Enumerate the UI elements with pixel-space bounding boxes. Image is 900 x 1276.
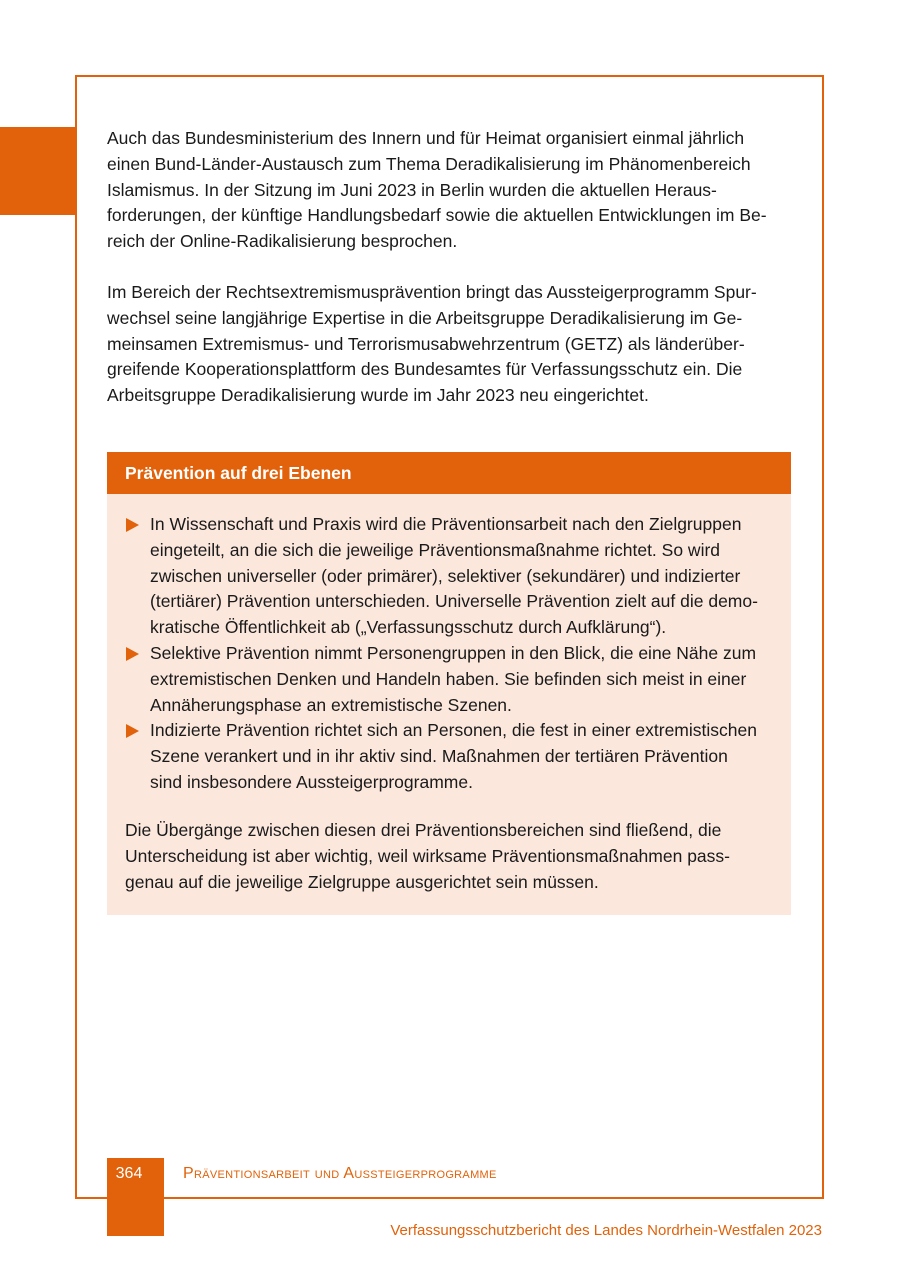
text-line: zwischen universeller (oder primärer), selektiver (sekundärer) und indizierter	[150, 565, 741, 586]
paragraph-2	[107, 280, 787, 409]
text-line: genau auf die jeweilige Zielgruppe ausgerichtet sein müssen.	[125, 871, 599, 892]
bullet-item	[107, 641, 791, 718]
text-line: Annäherungsphase an extremistische Szenen.	[150, 694, 512, 715]
text-line: Indizierte Prävention richtet sich an Personen, die fest in einer extremistischen	[150, 720, 757, 741]
page-number: 364	[115, 1165, 143, 1182]
text-line: Selektive Prävention nimmt Personengruppen in den Blick, die eine Nähe zum	[150, 642, 757, 663]
bullet-list	[107, 512, 791, 796]
text-line: Arbeitsgruppe Deradikalisierung wurde im Jahr 2023 neu eingerichtet.	[107, 385, 649, 406]
info-box-closing-paragraph	[125, 818, 730, 895]
text-line: reich der Online-Radikalisierung besprochen.	[107, 231, 458, 252]
text-line: Islamismus. In der Sitzung im Juni 2023 in Berlin wurden die aktuellen Heraus-	[107, 179, 717, 200]
text-line: In Wissenschaft und Praxis wird die Präventionsarbeit nach den Zielgruppen	[150, 514, 742, 534]
text-line: (tertiärer) Prävention unterschieden. Universelle Prävention zielt auf die demo-	[150, 591, 758, 612]
text-line: Die Übergänge zwischen diesen drei Präventionsbereichen sind fließend, die	[125, 820, 722, 840]
text-line: Auch das Bundesministerium des Innern und für Heimat organisiert einmal jährlich	[107, 128, 745, 148]
text-line: forderungen, der künftige Handlungsbedarf sowie die aktuellen Entwicklungen im Be-	[107, 205, 767, 226]
text-line: kratische Öffentlichkeit ab („Verfassungsschutz durch Aufklärung“).	[150, 617, 667, 638]
text-line: eingeteilt, an die sich die jeweilige Präventionsmaßnahme richtet. So wird	[150, 539, 721, 560]
text-line: Im Bereich der Rechtsextremismusprävention bringt das Aussteigerprogramm Spur-	[107, 282, 757, 302]
paragraph-1	[107, 126, 787, 255]
bullet-item	[107, 718, 791, 795]
triangle-bullet-icon	[126, 724, 139, 738]
info-box	[107, 452, 791, 915]
text-line: wechsel seine langjährige Expertise in die Arbeitsgruppe Deradikalisierung im Ge-	[107, 307, 743, 328]
triangle-bullet-icon	[126, 518, 139, 532]
text-line: meinsamen Extremismus- und Terrorismusabwehrzentrum (GETZ) als länderüber-	[107, 333, 745, 354]
bullet-item	[107, 512, 791, 641]
text-line: sind insbesondere Aussteigerprogramme.	[150, 771, 473, 792]
side-accent-tab	[0, 127, 76, 215]
triangle-bullet-icon	[126, 647, 139, 661]
text-line: greifende Kooperationsplattform des Bundesamtes für Verfassungsschutz ein. Die	[107, 359, 743, 380]
info-box-title: Prävention auf drei Ebenen	[107, 452, 791, 494]
text-line: Szene verankert und in ihr aktiv sind. Maßnahmen der tertiären Prävention	[150, 746, 728, 767]
text-line: einen Bund-Länder-Austausch zum Thema Deradikalisierung im Phänomenbereich	[107, 153, 751, 174]
text-line: extremistischen Denken und Handeln haben. Sie befinden sich meist in einer	[150, 668, 747, 689]
text-line: Unterscheidung ist aber wichtig, weil wirksame Präventionsmaßnahmen pass-	[125, 845, 730, 866]
running-section-title: Präventionsarbeit und Aussteigerprogramme	[183, 1165, 497, 1182]
publication-footer: Verfassungsschutzbericht des Landes Nordrhein-Westfalen 2023	[390, 1222, 822, 1239]
